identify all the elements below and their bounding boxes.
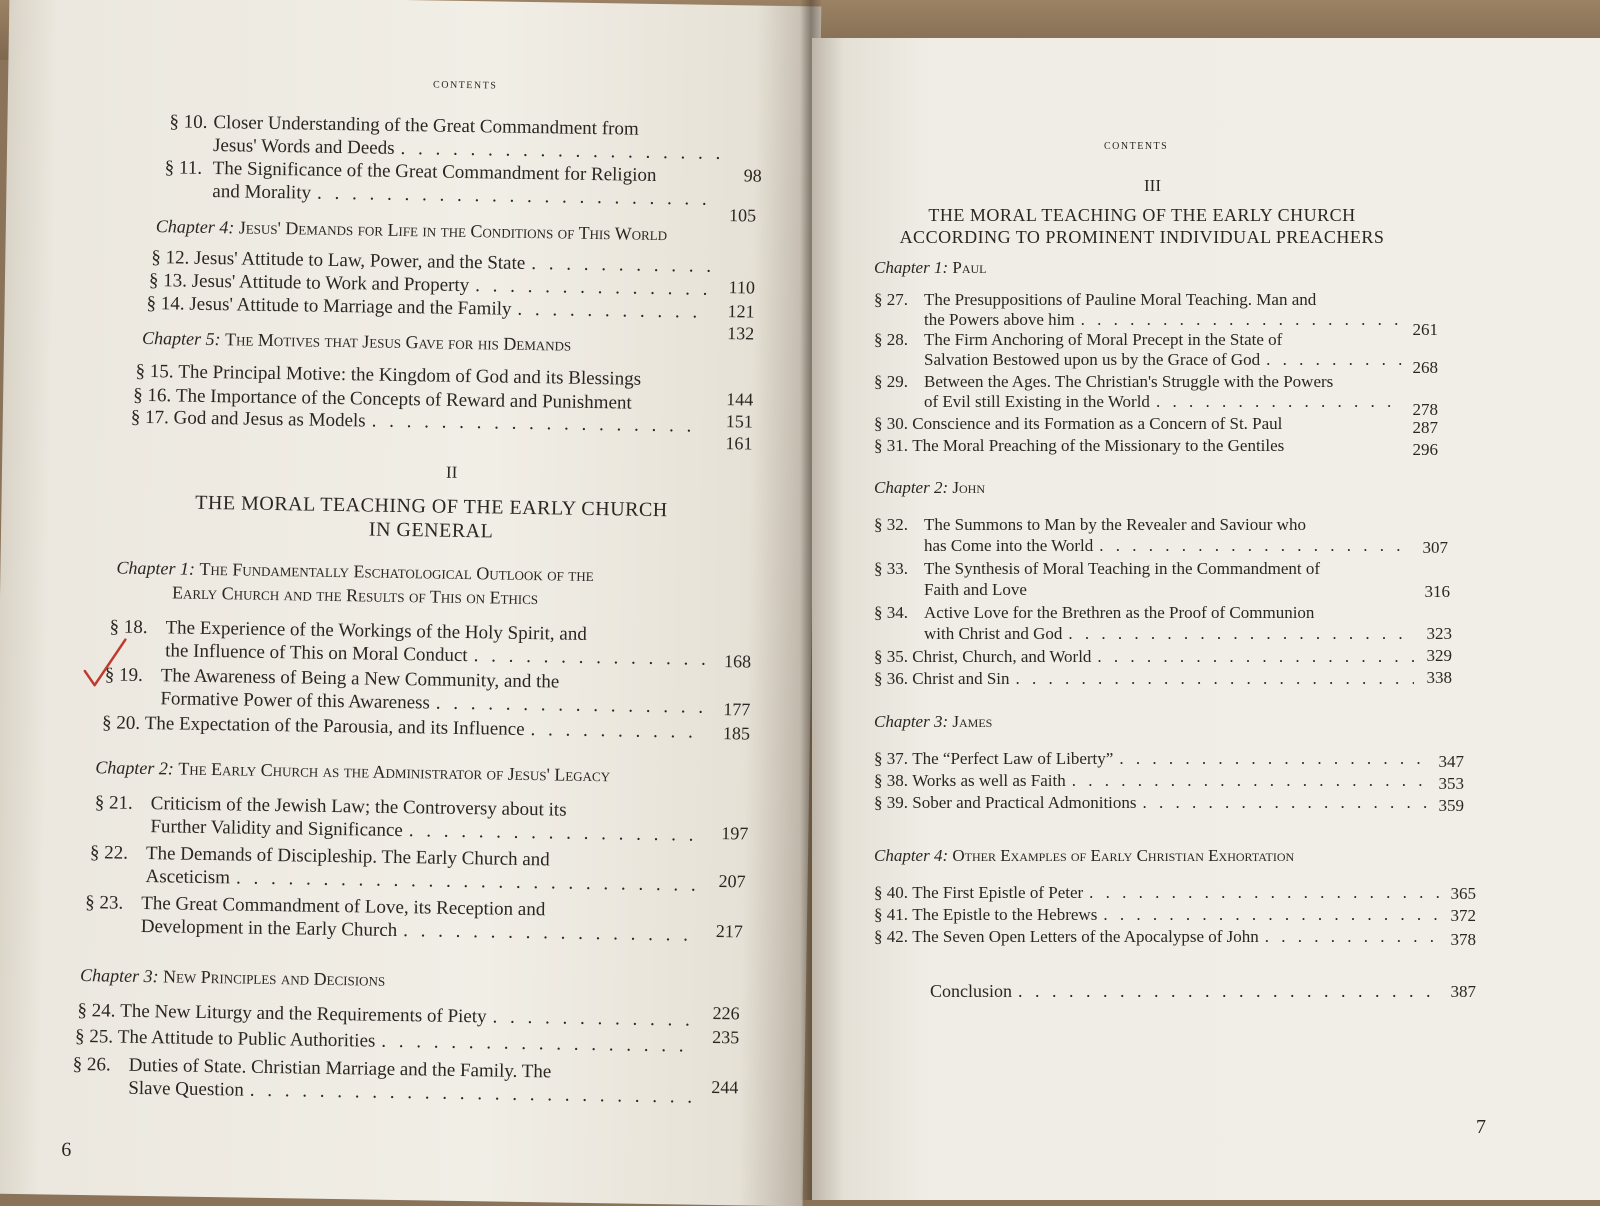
page-number: 329 xyxy=(1426,646,1452,665)
toc-entry-41: § 41. The Epistle to the Hebrews . . . xyxy=(874,904,1440,925)
toc-entry-15: § 15. The Principal Motive: the Kingdom of God and its Blessings xyxy=(135,360,642,390)
toc-entry-10: § 10. Closer Understanding of the Great Commandment from Jesus' Words and Deeds . . . xyxy=(169,110,730,165)
page-number: 338 xyxy=(1426,668,1452,687)
page-number: 353 xyxy=(1438,774,1464,793)
page-number: 235 xyxy=(712,1026,740,1048)
page-number: 372 xyxy=(1450,906,1476,925)
page-number: 323 xyxy=(1426,624,1452,643)
toc-entry-38: § 38. Works as well as Faith . . . xyxy=(874,770,1428,791)
page-number: 217 xyxy=(715,921,743,942)
toc-entry-29: § 29. Between the Ages. The Christian's Struggle with the Powers of Evil still Existing in the World . . . xyxy=(874,372,1404,412)
page-number: 185 xyxy=(722,723,751,744)
page-number: 105 xyxy=(728,205,757,226)
toc-entry-30: § 30. Conscience and its Formation as a Concern of St. Paul xyxy=(874,414,1283,433)
page-number: 98 xyxy=(743,165,762,186)
toc-entry-20: § 20. The Expectation of the Parousia, and its Influence . . . xyxy=(102,711,706,743)
page-number: 387 xyxy=(1450,982,1476,1001)
page-number: 110 xyxy=(728,277,756,298)
toc-entry-28: § 28. The Firm Anchoring of Moral Precept in the State of Salvation Bestowed upon us by the Grace of God . . . xyxy=(874,330,1404,370)
running-head-left: contents xyxy=(432,76,498,93)
toc-entry-26: § 26. Duties of State. Christian Marriage and the Family. The Slave Question . . . xyxy=(72,1053,695,1109)
toc-entry-22: § 22. The Demands of Discipleship. The Early Church and Asceticism . . . xyxy=(89,841,702,897)
part-numeral-3: III xyxy=(1144,176,1161,195)
folio-left: 6 xyxy=(61,1138,72,1161)
toc-entry-35: § 35. Christ, Church, and World . . . xyxy=(874,646,1414,667)
chapter-heading-5: Chapter 5: The Motives that Jesus Gave for his Demands xyxy=(141,327,572,355)
page-number: 268 xyxy=(1412,358,1438,377)
chapter-heading-p2-3: Chapter 3: New Principles and Decisions xyxy=(79,965,386,990)
page-number: 161 xyxy=(725,433,753,454)
page-number: 177 xyxy=(723,699,751,720)
toc-entry-24: § 24. The New Liturgy and the Requirements of Piety . . . xyxy=(77,999,697,1032)
page-number: 207 xyxy=(718,871,746,892)
page-number: 296 xyxy=(1412,440,1438,459)
folio-right: 7 xyxy=(1476,1116,1486,1138)
page-number: 244 xyxy=(711,1076,739,1098)
page-number: 121 xyxy=(727,301,755,322)
page-number: 278 xyxy=(1412,400,1438,419)
toc-entry-17: § 17. God and Jesus as Models . . . xyxy=(131,406,705,438)
page-number: 144 xyxy=(726,389,754,410)
chapter-heading-p2-1: Chapter 1: The Fundamentally Eschatological Outlook of the Early Church and the Results of This on Ethics xyxy=(116,557,594,609)
toc-entry-21: § 21. Criticism of the Jewish Law; the Controversy about its Further Validity and Significance . . . xyxy=(94,791,705,847)
part-numeral-2: II xyxy=(445,462,458,482)
toc-entry-23: § 23. The Great Commandment of Love, its Reception and Development in the Early Church . . . xyxy=(85,891,700,947)
part-title-3: THE MORAL TEACHING OF THE EARLY CHURCH ACCORDING TO PROMINENT INDIVIDUAL PREACHERS xyxy=(899,205,1385,247)
page-number: 197 xyxy=(721,823,749,844)
toc-entry-13: § 13. Jesus' Attitude to Work and Property . . . xyxy=(149,269,709,301)
page-number: 287 xyxy=(1412,418,1438,437)
toc-entry-19: § 19. The Awareness of Being a New Community, and the Formative Power of this Awareness . . . xyxy=(104,663,709,718)
toc-entry-25: § 25. The Attitude to Public Authorities . . . xyxy=(75,1025,695,1058)
toc-entry-12: § 12. Jesus' Attitude to Law, Power, and the State . . . xyxy=(151,246,711,278)
running-head-right: contents xyxy=(1104,138,1169,153)
toc-entry-39: § 39. Sober and Practical Admonitions . . . xyxy=(874,792,1428,813)
toc-entry-conclusion: Conclusion . . . xyxy=(930,980,1440,1002)
page-number: 365 xyxy=(1450,884,1476,903)
page-number: 151 xyxy=(725,411,754,432)
part-title-2: THE MORAL TEACHING OF THE EARLY CHURCH IN GENERAL xyxy=(195,491,668,543)
page-number: 307 xyxy=(1422,538,1448,557)
toc-entry-31: § 31. The Moral Preaching of the Missionary to the Gentiles xyxy=(874,436,1285,455)
chapter-heading-other-examples: Chapter 4: Other Examples of Early Christian Exhortation xyxy=(874,846,1295,865)
page-number: 132 xyxy=(727,323,755,344)
right-page xyxy=(812,38,1600,1200)
chapter-heading-p2-2: Chapter 2: The Early Church as the Administrator of Jesus' Legacy xyxy=(95,757,611,786)
toc-entry-16: § 16. The Importance of the Concepts of Reward and Punishment xyxy=(133,384,632,414)
page-number: 168 xyxy=(723,651,752,672)
toc-entry-42: § 42. The Seven Open Letters of the Apocalypse of John . . . xyxy=(874,926,1440,947)
page-number: 261 xyxy=(1412,320,1438,339)
page-number: 359 xyxy=(1438,796,1464,815)
page-number: 378 xyxy=(1450,930,1476,949)
chapter-heading-paul: Chapter 1: Paul xyxy=(874,258,987,277)
page-number: 226 xyxy=(712,1002,740,1024)
chapter-heading-4: Chapter 4: Jesus' Demands for Life in the Conditions of This World xyxy=(155,216,668,245)
chapter-heading-james: Chapter 3: James xyxy=(874,712,993,731)
toc-entry-40: § 40. The First Epistle of Peter . . . xyxy=(874,882,1440,903)
toc-entry-34: § 34. Active Love for the Brethren as the Proof of Communion with Christ and God . . . xyxy=(874,602,1410,644)
toc-entry-32: § 32. The Summons to Man by the Revealer and Saviour who has Come into the World . . . xyxy=(874,514,1410,556)
toc-entry-36: § 36. Christ and Sin . . . xyxy=(874,668,1414,689)
page-number: 316 xyxy=(1424,582,1450,601)
page-number: 347 xyxy=(1438,752,1464,771)
chapter-heading-john: Chapter 2: John xyxy=(874,478,986,497)
toc-entry-27: § 27. The Presuppositions of Pauline Moral Teaching. Man and the Powers above him . . . xyxy=(874,290,1404,330)
toc-entry-33: § 33. The Synthesis of Moral Teaching in the Commandment of Faith and Love xyxy=(874,559,1321,599)
red-checkmark-icon xyxy=(83,635,130,690)
toc-entry-37: § 37. The “Perfect Law of Liberty” . . . xyxy=(874,748,1428,769)
toc-entry-18: § 18. The Experience of the Workings of the Holy Spirit, and the Influence of This on Moral Conduct . . . xyxy=(109,615,710,670)
toc-entry-11: § 11. The Significance of the Great Commandment for Religion and Morality . . . xyxy=(164,156,721,211)
toc-entry-14: § 14. Jesus' Attitude to Marriage and the Family . . . xyxy=(146,292,706,324)
